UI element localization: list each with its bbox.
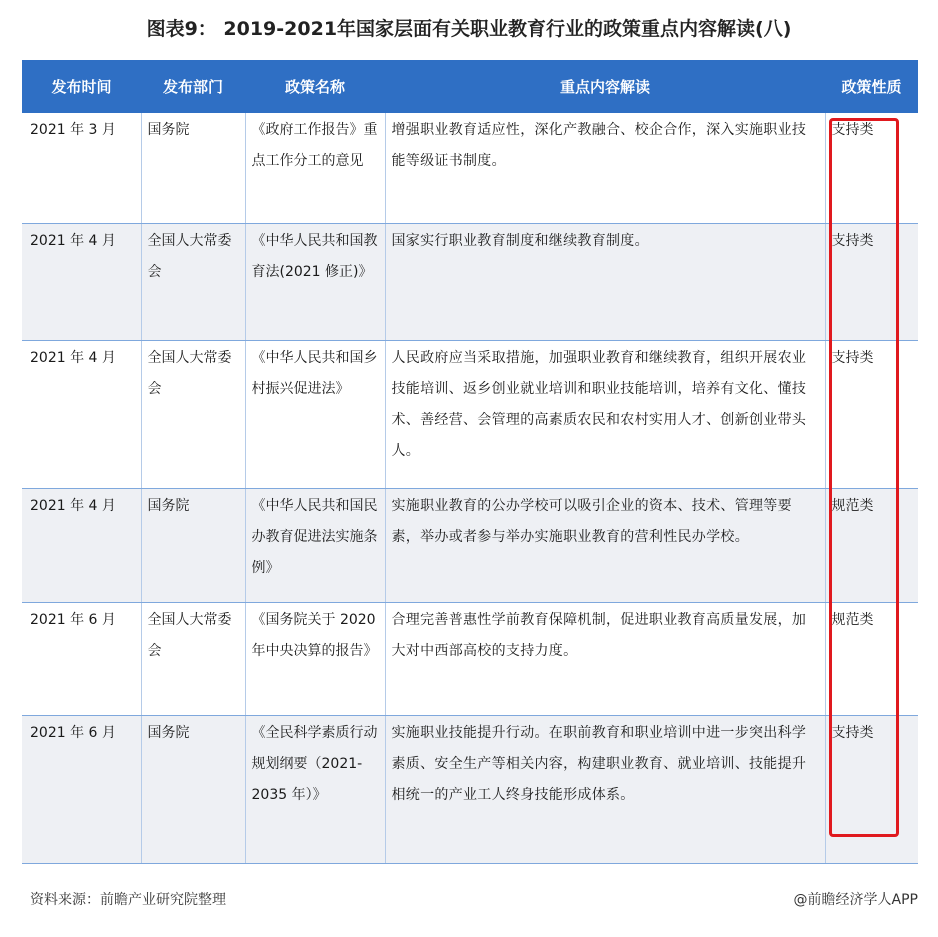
cell-name: 《国务院关于 2020 年中央决算的报告》 — [245, 602, 385, 715]
cell-content: 人民政府应当采取措施，加强职业教育和继续教育，组织开展农业技能培训、返乡创业就业培训和职业技能培训，培养有文化、懂技术、善经营、会管理的高素质农民和农村实用人才、创新创业带头人。 — [385, 340, 825, 488]
cell-nature: 规范类 — [825, 602, 918, 715]
table-row — [22, 223, 918, 340]
header-dept: 发布部门 — [141, 60, 245, 113]
cell-date: 2021 年 6 月 — [22, 715, 141, 863]
cell-content: 实施职业技能提升行动。在职前教育和职业培训中进一步突出科学素质、安全生产等相关内容，构建职业教育、就业培训、技能提升相统一的产业工人终身技能形成体系。 — [385, 715, 825, 863]
table-row — [22, 340, 918, 488]
cell-nature: 支持类 — [825, 340, 918, 488]
cell-name: 《全民科学素质行动规划纲要（2021-2035 年）》 — [245, 715, 385, 863]
credit-watermark: @前瞻经济学人APP — [793, 892, 918, 908]
header-date: 发布时间 — [22, 60, 141, 113]
cell-nature: 支持类 — [825, 715, 918, 863]
table-row — [22, 602, 918, 715]
cell-nature: 支持类 — [825, 223, 918, 340]
cell-date: 2021 年 4 月 — [22, 223, 141, 340]
cell-date: 2021 年 4 月 — [22, 340, 141, 488]
cell-content: 国家实行职业教育制度和继续教育制度。 — [385, 223, 825, 340]
cell-content: 增强职业教育适应性，深化产教融合、校企合作，深入实施职业技能等级证书制度。 — [385, 113, 825, 223]
table-row — [22, 715, 918, 863]
source-note: 资料来源：前瞻产业研究院整理 — [30, 892, 226, 908]
cell-dept: 国务院 — [141, 715, 245, 863]
table-row — [22, 488, 918, 602]
policy-table — [22, 60, 918, 864]
cell-date: 2021 年 6 月 — [22, 602, 141, 715]
cell-nature: 规范类 — [825, 488, 918, 602]
cell-dept: 全国人大常委会 — [141, 602, 245, 715]
cell-dept: 全国人大常委会 — [141, 223, 245, 340]
cell-name: 《中华人民共和国乡村振兴促进法》 — [245, 340, 385, 488]
cell-date: 2021 年 3 月 — [22, 113, 141, 223]
header-name: 政策名称 — [245, 60, 385, 113]
cell-dept: 国务院 — [141, 113, 245, 223]
cell-content: 实施职业教育的公办学校可以吸引企业的资本、技术、管理等要素，举办或者参与举办实施职业教育的营利性民办学校。 — [385, 488, 825, 602]
cell-content: 合理完善普惠性学前教育保障机制，促进职业教育高质量发展，加大对中西部高校的支持力度。 — [385, 602, 825, 715]
cell-dept: 国务院 — [141, 488, 245, 602]
cell-dept: 全国人大常委会 — [141, 340, 245, 488]
cell-name: 《政府工作报告》重点工作分工的意见 — [245, 113, 385, 223]
header-content: 重点内容解读 — [385, 60, 825, 113]
table-row — [22, 113, 918, 223]
cell-date: 2021 年 4 月 — [22, 488, 141, 602]
cell-name: 《中华人民共和国民办教育促进法实施条例》 — [245, 488, 385, 602]
cell-nature: 支持类 — [825, 113, 918, 223]
cell-name: 《中华人民共和国教育法(2021 修正)》 — [245, 223, 385, 340]
header-nature: 政策性质 — [825, 60, 918, 113]
table-header-row — [22, 60, 918, 113]
chart-title: 图表9： 2019-2021年国家层面有关职业教育行业的政策重点内容解读(八) — [146, 18, 792, 40]
